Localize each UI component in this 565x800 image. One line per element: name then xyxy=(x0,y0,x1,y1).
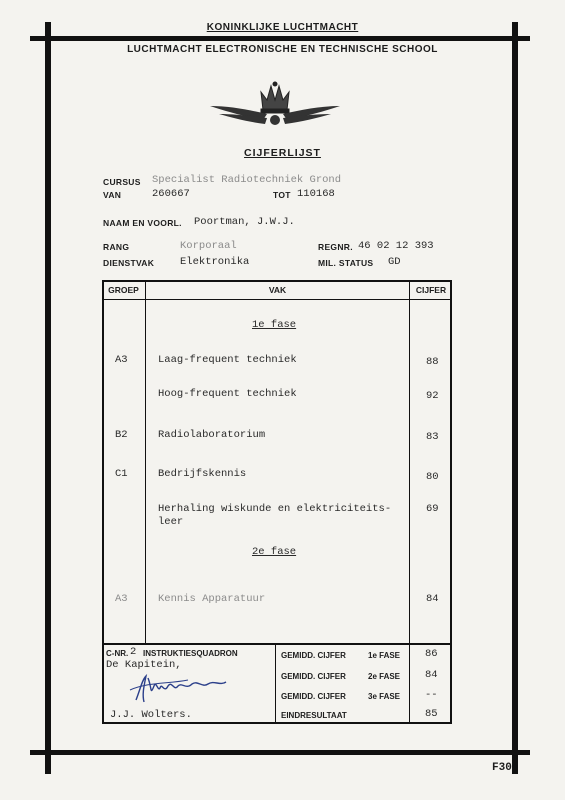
regnr-value: 46 02 12 393 xyxy=(358,240,434,252)
fase-1-heading: 1e fase xyxy=(252,319,297,331)
frame-right-bar xyxy=(512,22,518,774)
naam-label: NAAM EN VOORL. xyxy=(103,218,182,228)
fase-2-heading: 2e fase xyxy=(252,546,297,558)
gemidd-3-label: GEMIDD. CIJFER xyxy=(281,692,346,701)
signer-name: J.J. Wolters. xyxy=(110,709,192,721)
tot-label: TOT xyxy=(273,190,291,200)
milstatus-value: GD xyxy=(388,256,401,268)
row-6-groep: A3 xyxy=(115,593,128,605)
row-1-cijfer: 88 xyxy=(426,356,439,368)
dienstvak-value: Elektronika xyxy=(180,256,250,268)
handwritten-signature xyxy=(128,672,238,706)
footer-divider xyxy=(102,643,452,645)
row-1-vak: Laag-frequent techniek xyxy=(158,354,297,366)
gemidd-2-value: 84 xyxy=(425,669,438,681)
kapitein-text: De Kapitein, xyxy=(106,659,182,671)
row-2-cijfer: 92 xyxy=(426,390,439,402)
table-header-divider xyxy=(102,299,452,300)
row-5-cijfer: 69 xyxy=(426,503,439,515)
gemidd-1-label: GEMIDD. CIJFER xyxy=(281,651,346,660)
col-header-vak: VAK xyxy=(268,285,287,295)
row-4-groep: C1 xyxy=(115,468,128,480)
row-2-vak: Hoog-frequent techniek xyxy=(158,388,297,400)
crown-wings-emblem xyxy=(205,76,345,128)
row-3-cijfer: 83 xyxy=(426,431,439,443)
row-4-cijfer: 80 xyxy=(426,471,439,483)
naam-value: Poortman, J.W.J. xyxy=(194,216,295,228)
regnr-label: REGNR. xyxy=(318,242,353,252)
footer-cijfer-divider xyxy=(409,643,410,724)
dienstvak-label: DIENSTVAK xyxy=(103,258,155,268)
row-6-cijfer: 84 xyxy=(426,593,439,605)
van-label: VAN xyxy=(103,190,122,200)
col-divider-cijfer xyxy=(409,280,410,644)
gemidd-3-value: -- xyxy=(425,689,438,701)
document-title: CIJFERLIJST xyxy=(244,147,321,159)
row-1-groep: A3 xyxy=(115,354,128,366)
frame-bottom-bar xyxy=(30,750,530,755)
frame-left-bar xyxy=(45,22,51,774)
row-5-vak-continued: leer xyxy=(158,516,184,528)
frame-top-bar xyxy=(30,36,530,41)
col-divider-groep xyxy=(145,280,146,644)
rang-value: Korporaal xyxy=(180,240,237,252)
cursus-label: CURSUS xyxy=(103,177,141,187)
gemidd-3-fase: 3e FASE xyxy=(368,692,401,701)
row-4-vak: Bedrijfskennis xyxy=(158,468,247,480)
cnr-value: 2 xyxy=(130,646,137,658)
eindresultaat-label: EINDRESULTAAT xyxy=(281,711,347,720)
row-3-groep: B2 xyxy=(115,429,128,441)
row-3-vak: Radiolaboratorium xyxy=(158,429,266,441)
milstatus-label: MIL. STATUS xyxy=(318,258,374,268)
col-header-cijfer: CIJFER xyxy=(415,285,447,295)
header-line-2: LUCHTMACHT ELECTRONISCHE EN TECHNISCHE SCHOOL xyxy=(127,44,438,55)
gemidd-2-label: GEMIDD. CIJFER xyxy=(281,672,346,681)
cursus-value: Specialist Radiotechniek Grond xyxy=(152,174,342,186)
cnr-label: C-NR. xyxy=(106,649,129,658)
van-value: 260667 xyxy=(152,188,190,200)
gemidd-1-value: 86 xyxy=(425,648,438,660)
form-code: F30 xyxy=(492,762,512,774)
gemidd-2-fase: 2e FASE xyxy=(368,672,401,681)
gemidd-1-fase: 1e FASE xyxy=(368,651,401,660)
squadron-label: INSTRUKTIESQUADRON xyxy=(143,649,238,658)
row-5-vak: Herhaling wiskunde en elektriciteits- xyxy=(158,503,392,515)
header-line-1: KONINKLIJKE LUCHTMACHT xyxy=(206,22,359,33)
row-6-vak: Kennis Apparatuur xyxy=(158,593,266,605)
col-header-groep: GROEP xyxy=(108,285,139,295)
footer-col-divider xyxy=(275,643,276,724)
tot-value: 110168 xyxy=(297,188,335,200)
rang-label: RANG xyxy=(103,242,130,252)
eindresultaat-value: 85 xyxy=(425,708,438,720)
